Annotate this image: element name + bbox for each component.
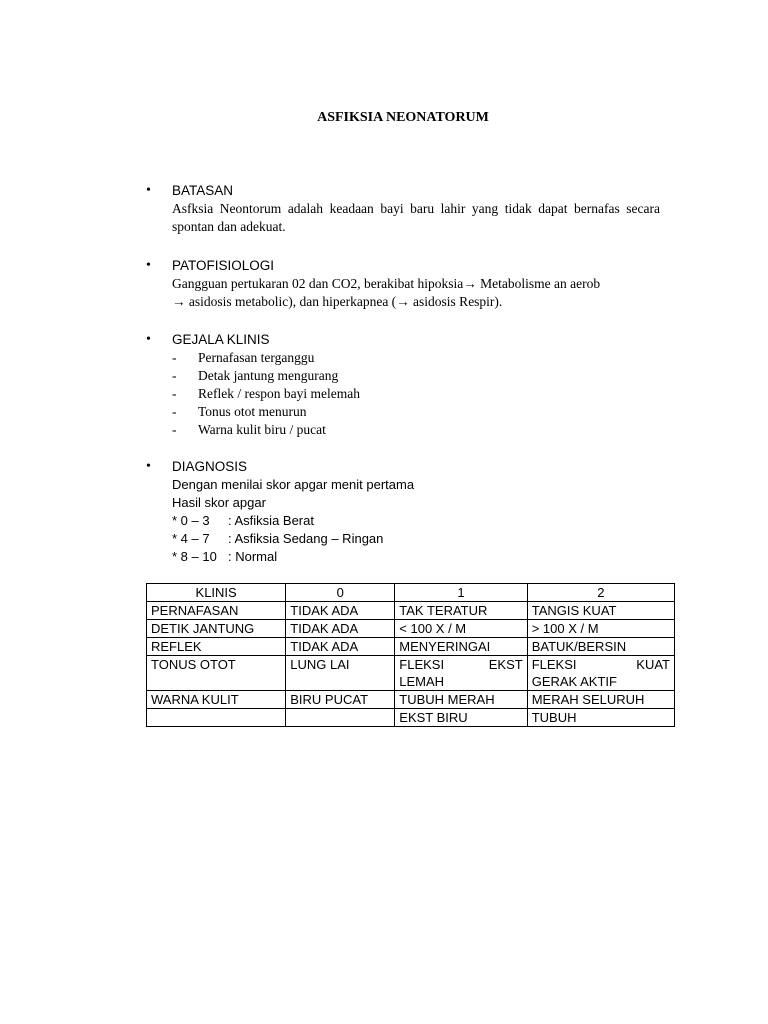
list-item: - Tonus otot menurun <box>172 404 307 419</box>
table-cell: DETIK JANTUNG <box>147 620 286 638</box>
text-line: → asidosis metabolic), dan hiperkapnea (→ asidosis Respir). <box>172 294 503 309</box>
table-cell: PERNAFASAN <box>147 602 286 620</box>
score-row: * 8 – 10 : Normal <box>172 549 278 564</box>
diagnosis-text <box>172 476 660 566</box>
bullet-icon: • <box>146 459 151 474</box>
table-row <box>147 620 675 638</box>
table-row <box>147 656 675 691</box>
table-cell: TANGIS KUAT <box>527 602 674 620</box>
table-cell: TUBUH MERAH <box>395 691 527 709</box>
list-item: - Detak jantung mengurang <box>172 368 339 383</box>
table-cell: EKST BIRU <box>395 709 527 727</box>
document-title: ASFIKSIA NEONATORUM <box>317 110 489 125</box>
score-row: * 4 – 7 : Asfiksia Sedang – Ringan <box>172 531 384 546</box>
list-item: - Warna kulit biru / pucat <box>172 422 326 437</box>
section-heading: BATASAN <box>172 183 234 198</box>
bullet-icon: • <box>146 332 151 347</box>
section-heading: GEJALA KLINIS <box>172 332 270 347</box>
table-cell <box>147 709 286 727</box>
score-row: * 0 – 3 : Asfiksia Berat <box>172 513 314 528</box>
table-cell <box>286 709 395 727</box>
bullet-icon: • <box>146 183 151 198</box>
table-cell: TIDAK ADA <box>286 620 395 638</box>
table-row <box>147 709 675 727</box>
text-line: Hasil skor apgar <box>172 495 266 510</box>
table-header-cell: 2 <box>527 584 674 602</box>
table-cell: REFLEK <box>147 638 286 656</box>
table-row <box>147 638 675 656</box>
text-line: Dengan menilai skor apgar menit pertama <box>172 477 415 492</box>
section-heading: DIAGNOSIS <box>172 459 248 474</box>
symptom-list <box>172 349 660 439</box>
table-cell: > 100 X / M <box>527 620 674 638</box>
table-cell: BATUK/BERSIN <box>527 638 674 656</box>
apgar-score-table <box>146 583 675 727</box>
table-cell: LUNG LAI <box>286 656 395 691</box>
table-header-cell: KLINIS <box>147 584 286 602</box>
section-text <box>172 275 660 311</box>
table-cell: TUBUH <box>527 709 674 727</box>
table-header-row <box>147 584 675 602</box>
table-cell: MERAH SELURUH <box>527 691 674 709</box>
section-text: Asfksia Neontorum adalah keadaan bayi baru lahir yang tidak dapat bernafas secara spontan dan adekuat. <box>172 201 660 234</box>
table-cell: BIRU PUCAT <box>286 691 395 709</box>
table-row <box>147 691 675 709</box>
text-line: Gangguan pertukaran 02 dan CO2, berakibat hipoksia→ Metabolisme an aerob <box>172 276 601 291</box>
table-cell: < 100 X / M <box>395 620 527 638</box>
section-heading: PATOFISIOLOGI <box>172 258 275 273</box>
table-cell: WARNA KULIT <box>147 691 286 709</box>
list-item: - Reflek / respon bayi melemah <box>172 386 360 401</box>
bullet-icon: • <box>146 258 151 273</box>
table-cell: FLEKSI KUAT GERAK AKTIF <box>527 656 674 691</box>
list-item: - Pernafasan terganggu <box>172 350 315 365</box>
table-cell: TONUS OTOT <box>147 656 286 691</box>
table-header-cell: 0 <box>286 584 395 602</box>
table-header-cell: 1 <box>395 584 527 602</box>
table-cell: MENYERINGAI <box>395 638 527 656</box>
table-row <box>147 602 675 620</box>
table-cell: TIDAK ADA <box>286 638 395 656</box>
table-cell: FLEKSI EKST LEMAH <box>395 656 527 691</box>
table-cell: TAK TERATUR <box>395 602 527 620</box>
table-cell: TIDAK ADA <box>286 602 395 620</box>
